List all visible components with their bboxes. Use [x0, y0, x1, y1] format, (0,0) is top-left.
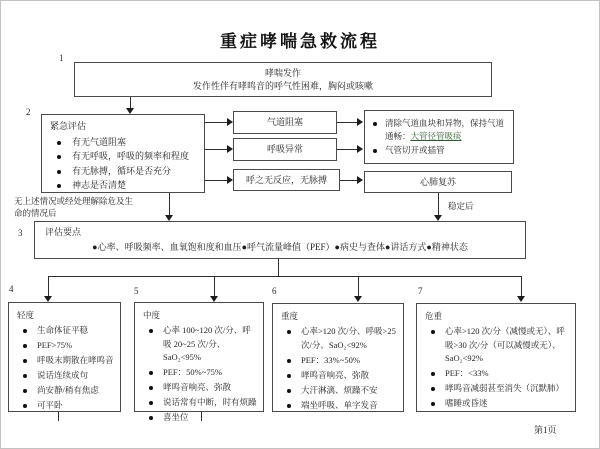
emergency-assessment-title: 紧急评估 — [50, 121, 87, 131]
assessment-item: 有无气道阻塞 — [50, 136, 198, 150]
arrow-breathing-to-clear-head — [357, 145, 363, 153]
distributor-stem-line — [278, 259, 279, 276]
moderate-item: 说话常有中断，时有烦躁 — [143, 396, 259, 410]
arrow-cpr-to-step3-line — [438, 193, 439, 215]
critical-title: 危重 — [425, 311, 443, 321]
step4-number: 4 — [9, 284, 14, 294]
abnormal-breathing-box — [233, 138, 337, 161]
stable-note: 稳定后 — [448, 201, 474, 211]
step2-number: 2 — [26, 107, 31, 117]
moderate-item: 哮鸣音响亮、弥散 — [143, 381, 259, 395]
critical-item: PEF：<33% — [425, 367, 571, 381]
clear-airway-item: 气管切开或插管 — [367, 144, 509, 157]
severe-title: 重度 — [281, 311, 299, 321]
severe-item: PEF：33%~50% — [281, 354, 399, 368]
critical-item: 心率>120 次/分（减慢或无）、呼吸>30 次/分（可以减慢或无）、SaO₂<92% — [425, 325, 571, 366]
step7-number: 7 — [418, 286, 423, 296]
no-condition-note-line1: 无上述情况或经处理解除危及生 — [14, 196, 134, 206]
suction-underlined-text: 大管径管吸痰 — [410, 131, 462, 141]
arrow-to-noresponse-line — [205, 180, 227, 181]
mild-title: 轻度 — [17, 310, 35, 320]
arrow-airway-to-clear-line — [337, 122, 357, 123]
mild-item: 呼吸末期散在哮鸣音 — [17, 354, 116, 368]
critical-item: 哮鸣音减弱甚至消失（沉默肺） — [425, 382, 571, 396]
arrow-to-moderate-line — [214, 276, 215, 297]
arrow-to-critical-head — [517, 296, 525, 302]
arrow-breathing-to-clear-line — [337, 149, 357, 150]
assessment-points-items: ●心率、呼吸频率、血氧饱和度和血压●呼气流量峰值（PEF）●病史与查体●讲话方式●精神状态 — [92, 242, 468, 252]
arrow-noresponse-to-cpr-head — [357, 176, 363, 184]
critical-item: 嗜睡或昏迷 — [425, 397, 571, 411]
asthma-attack-line1: 哮喘发作 — [264, 67, 301, 78]
moderate-box — [134, 302, 264, 422]
cpr-box — [364, 171, 512, 193]
assessment-points-box — [34, 221, 526, 259]
arrow-to-mild-line — [48, 276, 49, 297]
mild-item: 可平卧 — [17, 399, 116, 413]
arrow-to-severe-head — [354, 296, 362, 302]
arrow-noresponse-to-cpr-line — [340, 180, 357, 181]
asthma-attack-line2: 发作性伴有哮鸣音的呼气性困难，胸闷或咳嗽 — [192, 80, 373, 91]
severe-item: 哮鸣音响亮、弥散 — [281, 369, 399, 383]
page-title: 重症哮喘急救流程 — [220, 32, 380, 51]
moderate-continuation-line — [201, 412, 202, 421]
mild-continuation-line — [58, 412, 59, 421]
arrow-to-breathing-line — [205, 149, 227, 150]
clear-airway-item — [367, 117, 509, 143]
cpr-label: 心肺复苏 — [419, 176, 456, 187]
mild-item: 说话连续成句 — [17, 369, 116, 383]
arrow-to-airway-line — [205, 122, 227, 123]
assessment-points-title: 评估要点 — [45, 227, 82, 237]
moderate-item: 喜坐位 — [143, 411, 259, 425]
airway-obstruction-label: 气道阻塞 — [266, 117, 303, 127]
assessment-item: 神志是否清楚 — [50, 179, 198, 193]
clear-airway-box — [364, 110, 514, 164]
no-condition-note-line2: 命的情况后 — [14, 208, 57, 218]
abnormal-breathing-label: 呼吸异常 — [266, 144, 303, 154]
mild-item: 尚安静/稍有焦虑 — [17, 384, 116, 398]
arrow-airway-to-clear-head — [357, 118, 363, 126]
no-condition-note — [14, 195, 133, 219]
step5-number: 5 — [134, 286, 139, 296]
mild-item: PEF>75% — [17, 339, 116, 353]
distributor-horizontal-line — [48, 276, 522, 277]
step3-number: 3 — [18, 228, 23, 238]
severe-box — [272, 303, 404, 412]
no-response-box — [233, 169, 340, 191]
critical-box — [416, 303, 576, 412]
arrow-step2-to-step3-line — [169, 193, 170, 215]
arrow-to-critical-line — [521, 276, 522, 297]
asthma-attack-box — [74, 62, 492, 97]
airway-obstruction-box — [233, 111, 337, 134]
no-response-label: 呼之无反应，无脉搏 — [245, 174, 327, 185]
clear-airway-text: 清除气道血块和异物，保持气道通畅： — [385, 118, 505, 141]
severe-item: 大汗淋漓、烦躁不安 — [281, 384, 399, 398]
moderate-item: 心率 100~120 次/分、呼吸 20~25 次/分、SaO₂<95% — [143, 324, 259, 365]
step6-number: 6 — [272, 286, 277, 296]
step1-number: 1 — [59, 53, 64, 63]
moderate-title: 中度 — [143, 310, 161, 320]
arrow-step1-to-step2-line — [130, 97, 131, 108]
arrow-to-severe-line — [358, 276, 359, 297]
mild-box — [8, 302, 121, 412]
page-number: 第1页 — [534, 425, 557, 435]
severe-item: 心率>120 次/分、呼吸>25 次/分、SaO₂<92% — [281, 325, 399, 352]
severe-item: 端坐呼吸、单字发音 — [281, 399, 399, 413]
mild-item: 生命体征平稳 — [17, 324, 116, 338]
assessment-item: 有无脉搏，循环是否充分 — [50, 165, 198, 179]
assessment-item: 有无呼吸，呼吸的频率和程度 — [50, 150, 198, 164]
emergency-assessment-box — [41, 114, 205, 193]
moderate-item: PEF：50%~75% — [143, 366, 259, 380]
